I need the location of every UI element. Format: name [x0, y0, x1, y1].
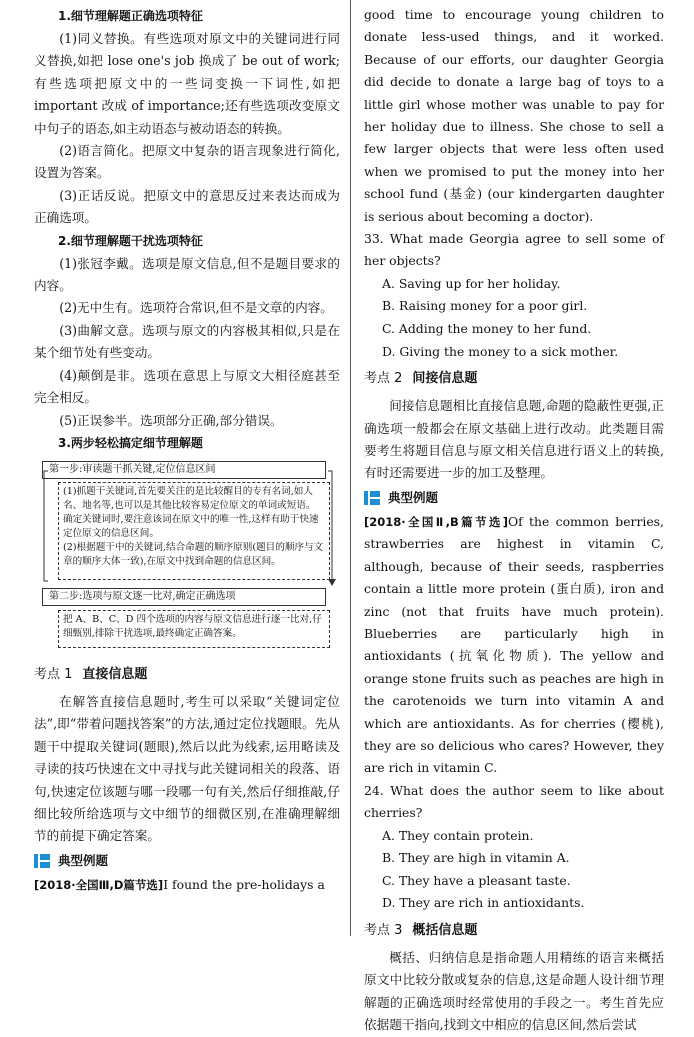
question-24-stem: 24. What does the author seem to like about cherries?	[364, 782, 664, 821]
heading-two-steps: 3.两步轻松搞定细节理解题	[58, 435, 203, 450]
heading-distractor-features: 2.细节理解题干扰选项特征	[58, 233, 203, 248]
question-33-option-b: B. Raising money for a poor girl.	[382, 298, 588, 314]
column-divider	[350, 0, 351, 936]
passage-start: I found the pre-holidays a	[163, 876, 325, 892]
example-start-left	[34, 874, 340, 896]
paragraph-simplify: (2)语言简化。把原文中复杂的语言现象进行简化,设置为答案。	[34, 143, 340, 181]
blue-block-icon	[34, 854, 50, 868]
question-33-option-c: C. Adding the money to her fund.	[382, 321, 592, 337]
passage-berries	[364, 511, 664, 780]
kaodian-3-label: 考点 3	[364, 922, 403, 938]
kaodian-3-title: 概括信息题	[412, 922, 478, 938]
question-24-option-d: D. They are rich in antioxidants.	[382, 895, 585, 911]
kaodian-1-paragraph: 在解答直接信息题时,考生可以采取“关键词定位法”,即“带着问题找答案”的方法,通过定位找题眼。先从题干中提取关键词(题眼),然后以此为线索,运用略读及寻读的技巧快速在文中寻找与此关键词相关的段落、语句,快速定位该题与哪一段哪一句有关,然后仔细推敲,仔细比较所给选项与文中细节的细微区别,在准确理解细节的前提下确定答案。	[34, 693, 340, 844]
example-label-left: 典型例题	[58, 852, 109, 868]
step-one-box: 第一步:审读题干抓关键,定位信息区间	[42, 461, 326, 479]
kaodian-2-title: 间接信息题	[412, 371, 478, 387]
distractor-item: (3)曲解文意。选项与原文的内容极其相似,只是在某个细节处有些变动。	[34, 322, 340, 361]
question-33-stem: 33. What made Georgia agree to sell some of her objects?	[364, 231, 664, 269]
step-one-details	[58, 482, 330, 580]
example-label-right: 典型例题	[388, 489, 439, 505]
kaodian-1-title: 直接信息题	[82, 666, 148, 682]
kaodian-1-label: 考点 1	[34, 666, 73, 682]
heading-correct-option-features: 1.细节理解题正确选项特征	[58, 9, 203, 23]
distractor-item: (5)正误参半。选项部分正确,部分错误。	[59, 412, 283, 428]
step-two-details: 把 A、B、C、D 四个选项的内容与原文信息进行逐一比对,仔细甄别,排除干扰选项,最终确定正确答案。	[58, 610, 330, 648]
kaodian-2-paragraph: 间接信息题相比直接信息题,命题的隐蔽性更强,正确选项一般都会在原文基础上进行改动。此类题目需要考生将题目信息与原文相关信息进行语义上的转换,有时还需要进一步的加工及整理。	[364, 398, 664, 481]
distractor-item: (4)颠倒是非。选项在意思上与原文大相径庭甚至完全相反。	[34, 367, 340, 406]
example-source-right: [2018·全国Ⅱ,B篇节选]	[364, 514, 508, 529]
paragraph-synonym: (1)同义替换。有些选项对原文中的关键词进行同义替换,如把 lose one's job 换成了 be out of work;有些选项把原文中的一些词变换一下词性,如把 important 改成 of importance;还有些选项改变原文中句子的语态,如主动语态与被动语态的转换。	[34, 31, 340, 136]
passage-georgia: good time to encourage young children to donate less-used things, and it worked. Because of our efforts, our daughter Georgia did decide to donate a large bag of toys to a little girl whose mother was unable to pay for her holiday due to illness. She chose to sell a few larger objects that were less often used when we promised to put the money into her school fund (基金) (our kindergarten daughter is serious about becoming a doctor).	[364, 7, 664, 224]
step-one-detail-b: (2)根据题干中的关键词,结合命题的顺序原则(题目的顺序与文章的顺序大体一致),在原文中找到命题的信息区间。	[63, 541, 324, 567]
kaodian-2-heading	[364, 365, 664, 393]
right-column	[364, 0, 664, 1037]
kaodian-2-label: 考点 2	[364, 371, 403, 387]
step-one-detail-a: (1)抓题干关键词,首先要关注的是比较醒目的专有名词,如人名、地名等,也可以是其他比较容易定位原文的单词或短语。确定关键词时,要注意该词在原文中的唯一性,这样有助于快速定位原文的信息区间。	[63, 485, 319, 539]
example-heading-right	[364, 487, 664, 509]
question-33-option-a: A. Saving up for her holiday.	[382, 275, 561, 291]
question-24-option-a: A. They contain protein.	[382, 827, 534, 843]
example-source-left: [2018·全国Ⅲ,D篇节选]	[34, 877, 164, 892]
question-24-option-b: B. They are high in vitamin A.	[382, 850, 570, 866]
distractor-item: (2)无中生有。选项符合常识,但不是文章的内容。	[59, 300, 333, 316]
kaodian-3-paragraph: 概括、归纳信息是指命题人用精练的语言来概括原文中比较分散或复杂的信息,这是命题人设计细节理解题的正确选项时经常使用的手段之一。考生首先应依据题干指向,找到文中相应的信息区间,然后尝试	[364, 949, 664, 1033]
two-step-flowchart	[34, 461, 340, 653]
distractor-item: (1)张冠李戴。选项是原文信息,但不是题目要求的内容。	[34, 255, 340, 294]
blue-block-icon	[364, 491, 380, 505]
passage-berries-text: Of the common berries, strawberries are highest in vitamin C, although, because of their seeds, raspberries contain a little more protein (蛋白质), iron and zinc (not that fruits have much protein). Blueberries are particularly high in antioxidants (抗氧化物质). The yellow and orange stone fruits such as peaches are high in the carotenoids we turn into vitamin A and which are antioxidants. As for cherries (樱桃), they are so delicious who cares? However, they are rich in vitamin C.	[364, 513, 664, 776]
step-two-box: 第二步:选项与原文逐一比对,确定正确选项	[42, 588, 326, 606]
left-column	[34, 0, 340, 896]
kaodian-1-heading	[34, 661, 340, 689]
question-33-option-d: D. Giving the money to a sick mother.	[382, 343, 619, 359]
example-heading-left	[34, 850, 340, 872]
question-24-option-c: C. They have a pleasant taste.	[382, 872, 571, 888]
paragraph-reverse: (3)正话反说。把原文中的意思反过来表达而成为正确选项。	[34, 187, 340, 226]
kaodian-3-heading	[364, 917, 664, 945]
